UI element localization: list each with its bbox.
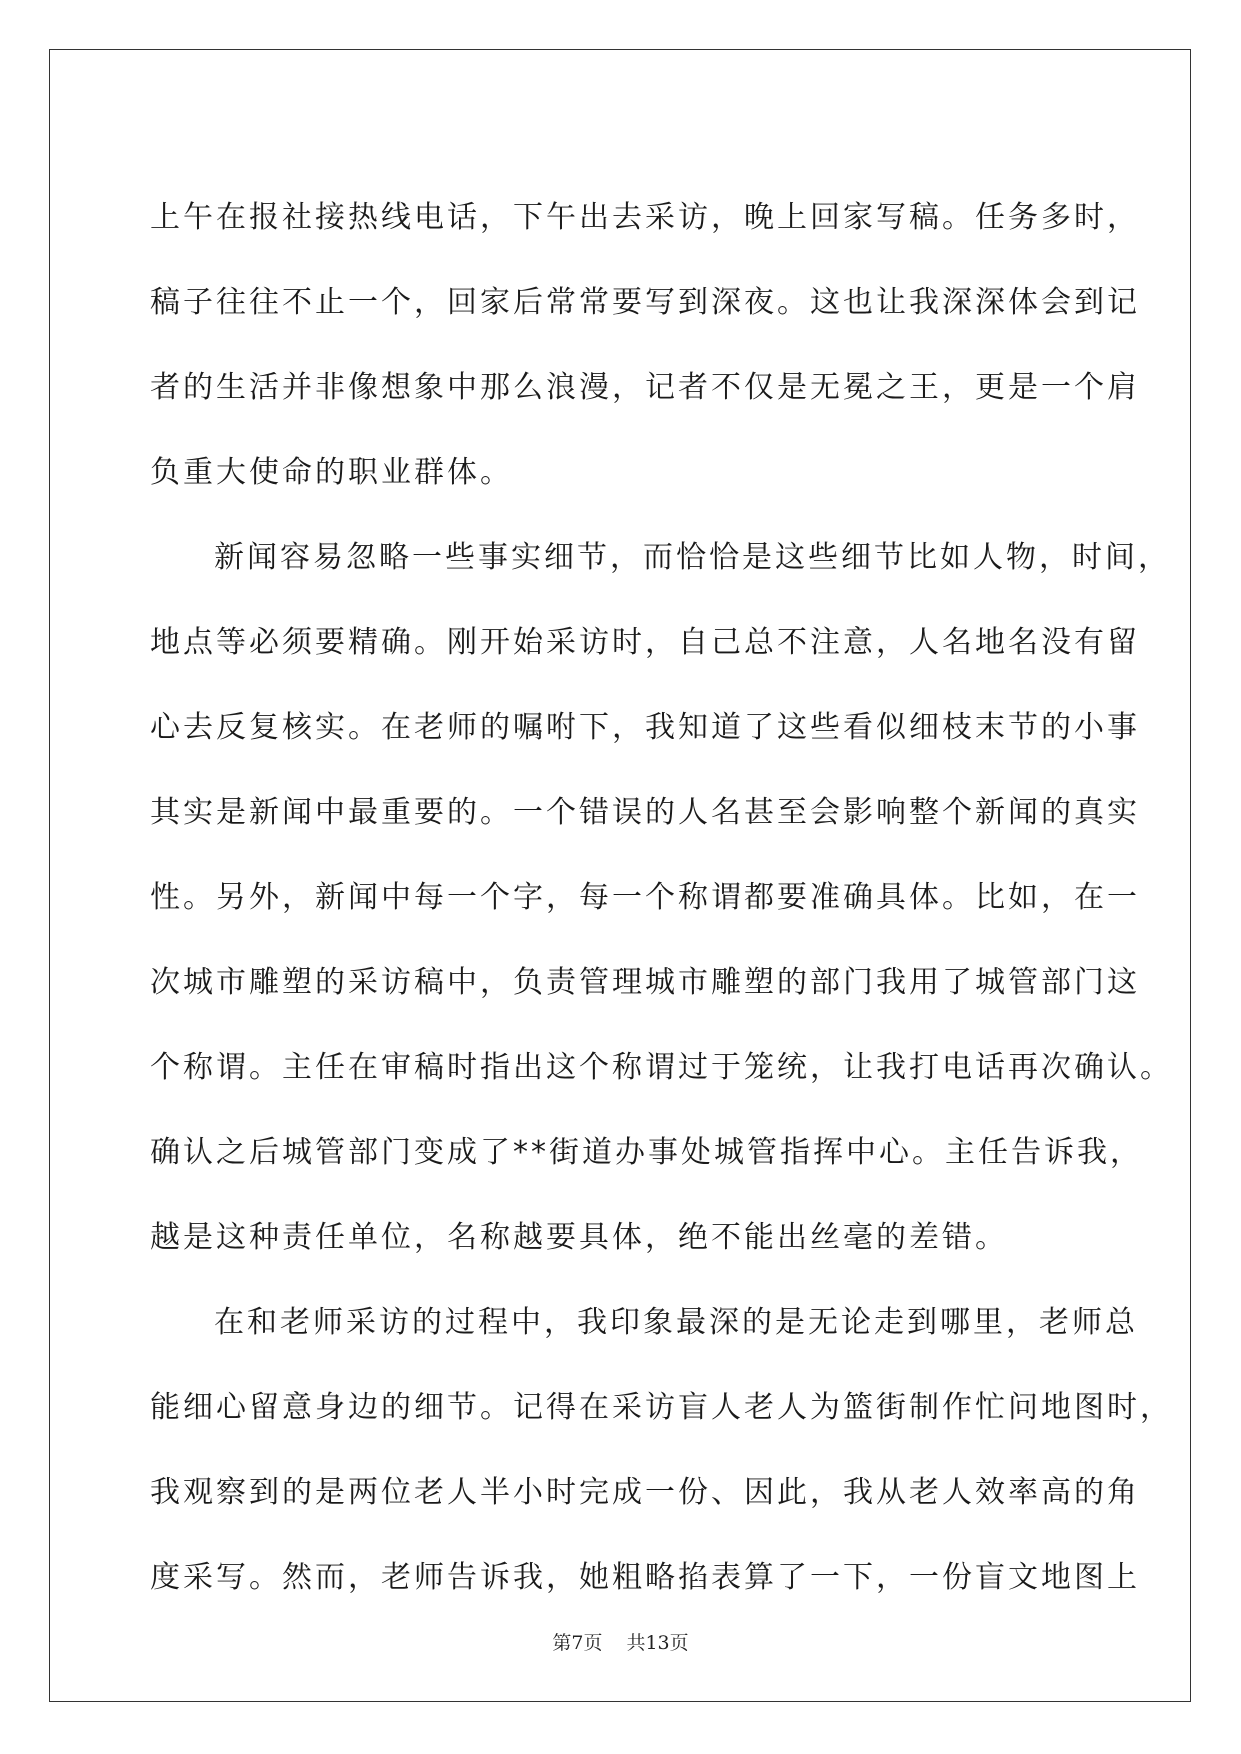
text-line: 性。另外，新闻中每一个字，每一个称谓都要准确具体。比如，在一	[150, 880, 1140, 915]
text-line: 次城市雕塑的采访稿中，负责管理城市雕塑的部门我用了城管部门这	[150, 965, 1140, 1000]
text-line: 度采写。然而，老师告诉我，她粗略掐表算了一下，一份盲文地图上	[150, 1560, 1140, 1595]
page-total: 共13页	[626, 1632, 689, 1654]
page-number: 第7页	[552, 1632, 603, 1654]
text-line: 新闻容易忽略一些事实细节，而恰恰是这些细节比如人物，时间，	[214, 540, 1171, 575]
text-line: 心去反复核实。在老师的嘱咐下，我知道了这些看似细枝末节的小事	[150, 710, 1140, 745]
text-line: 其实是新闻中最重要的。一个错误的人名甚至会影响整个新闻的真实	[150, 795, 1140, 830]
page-footer	[0, 1628, 1241, 1655]
text-line: 上午在报社接热线电话，下午出去采访，晚上回家写稿。任务多时，	[150, 200, 1140, 235]
text-line: 稿子往往不止一个，回家后常常要写到深夜。这也让我深深体会到记	[150, 285, 1140, 320]
text-line: 个称谓。主任在审稿时指出这个称谓过于笼统，让我打电话再次确认。	[150, 1050, 1173, 1085]
text-line: 我观察到的是两位老人半小时完成一份、因此，我从老人效率高的角	[150, 1475, 1140, 1510]
text-line: 地点等必须要精确。刚开始采访时，自己总不注意，人名地名没有留	[150, 625, 1140, 660]
text-line: 能细心留意身边的细节。记得在采访盲人老人为篮街制作忙问地图时，	[150, 1390, 1173, 1425]
text-line: 负重大使命的职业群体。	[150, 455, 513, 490]
text-line: 在和老师采访的过程中，我印象最深的是无论走到哪里，老师总	[214, 1305, 1138, 1340]
document-body	[150, 160, 1173, 1633]
text-line: 者的生活并非像想象中那么浪漫，记者不仅是无冕之王，更是一个肩	[150, 370, 1140, 405]
text-line: 越是这种责任单位，名称越要具体，绝不能出丝毫的差错。	[150, 1220, 1008, 1255]
text-line: 确认之后城管部门变成了**街道办事处城管指挥中心。主任告诉我，	[150, 1135, 1143, 1170]
